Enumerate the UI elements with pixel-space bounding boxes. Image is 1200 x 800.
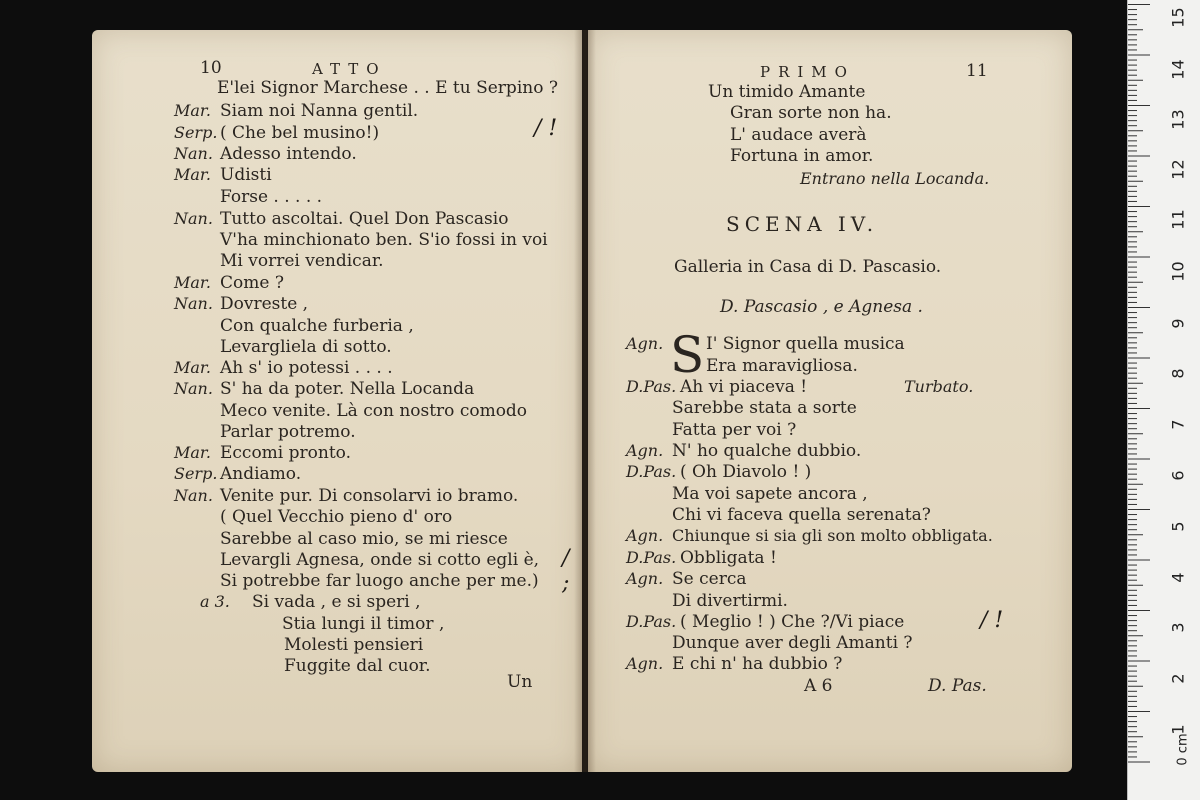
verse-line: Gran sorte non ha. xyxy=(730,103,892,123)
scene-setting: Galleria in Casa di D. Pascasio. xyxy=(674,257,942,277)
speaker-label: Mar. xyxy=(174,101,211,120)
aside-direction: Turbato. xyxy=(904,377,974,396)
ruler-number: 14 xyxy=(1168,59,1188,80)
verse-line: ( Meglio ! ) Che ?/Vi piace xyxy=(680,612,905,632)
speaker-label: D.Pas. xyxy=(626,548,677,567)
verse-line: Sarebbe stata a sorte xyxy=(672,398,857,418)
speaker-label: Mar. xyxy=(174,165,211,184)
verse-line: V'ha minchionato ben. S'io fossi in voi xyxy=(220,230,548,250)
speaker-label: Agn. xyxy=(626,334,664,353)
speaker-label: Serp. xyxy=(174,464,218,483)
verse-line: Se cerca xyxy=(672,569,747,589)
ruler-number: 7 xyxy=(1168,419,1188,430)
verse-line: Mi vorrei vendicar. xyxy=(220,251,384,271)
scene-title: SCENA IV. xyxy=(726,212,879,236)
verse-line: Siam noi Nanna gentil. xyxy=(220,101,419,121)
ruler-number: 1 xyxy=(1168,724,1188,735)
speaker-label: Agn. xyxy=(626,654,664,673)
verse-line: L' audace averà xyxy=(730,125,867,145)
speaker-label: Nan. xyxy=(174,294,213,313)
speaker-label: Nan. xyxy=(174,379,213,398)
verse-line: Un timido Amante xyxy=(708,82,866,102)
right-running-head: PRIMO xyxy=(760,63,855,81)
ruler-number: 11 xyxy=(1168,209,1188,230)
ruler-unit-zero: 0 xyxy=(1175,757,1191,766)
verse-line: Ah s' io potessi . . . . xyxy=(220,358,393,378)
verse-line: ( Oh Diavolo ! ) xyxy=(680,462,812,482)
speaker-label: Agn. xyxy=(626,526,664,545)
verse-line: Sarebbe al caso mio, se mi riesce xyxy=(220,529,508,549)
left-page-number: 10 xyxy=(200,58,222,78)
verse-line: Tutto ascoltai. Quel Don Pascasio xyxy=(220,209,509,229)
speaker-label: D.Pas. xyxy=(626,612,677,631)
right-page xyxy=(588,30,1072,772)
signature-mark: A 6 xyxy=(804,676,833,696)
speaker-label: Nan. xyxy=(174,209,213,228)
manuscript-mark: / ! xyxy=(534,116,558,141)
ruler-number: 9 xyxy=(1168,318,1188,329)
verse-line: Fortuna in amor. xyxy=(730,146,874,166)
verse-line: I' Signor quella musica xyxy=(706,334,905,354)
speaker-label: D.Pas. xyxy=(626,462,677,481)
ruler-number: 6 xyxy=(1168,470,1188,481)
verse-line: Con qualche furberia , xyxy=(220,316,414,336)
ruler-number: 3 xyxy=(1168,622,1188,633)
ruler-number: 2 xyxy=(1168,673,1188,684)
verse-line: S' ha da poter. Nella Locanda xyxy=(220,379,475,399)
speaker-label: Nan. xyxy=(174,486,213,505)
verse-line: Molesti pensieri xyxy=(284,635,424,655)
ruler-number: 10 xyxy=(1168,261,1188,282)
speaker-label: Serp. xyxy=(174,123,218,142)
verse-line: Fatta per voi ? xyxy=(672,420,797,440)
verse-line: Levargliela di sotto. xyxy=(220,337,392,357)
speaker-label: Agn. xyxy=(626,441,664,460)
manuscript-mark: / ! xyxy=(980,608,1004,633)
left-catchword: Un xyxy=(507,672,533,692)
verse-line: Levargli Agnesa, onde si cotto egli è, xyxy=(220,550,540,570)
speaker-label: Mar. xyxy=(174,273,211,292)
verse-line: E'lei Signor Marchese . . E tu Serpino ? xyxy=(217,78,558,98)
speaker-label: a 3. xyxy=(200,592,230,611)
speaker-label: Mar. xyxy=(174,443,211,462)
verse-line: ( Che bel musino!) xyxy=(220,123,380,143)
ruler-unit-label: cm xyxy=(1175,733,1191,754)
ruler-ticks xyxy=(1128,0,1200,800)
ruler-number: 15 xyxy=(1168,7,1188,28)
right-page-number: 11 xyxy=(966,61,988,81)
ruler-number: 4 xyxy=(1168,572,1188,583)
verse-line: Chiunque si sia gli son molto obbligata. xyxy=(672,526,993,545)
character-list: D. Pascasio , e Agnesa . xyxy=(720,297,923,317)
verse-line: Andiamo. xyxy=(220,464,302,484)
verse-line: Meco venite. Là con nostro comodo xyxy=(220,401,528,421)
manuscript-mark: / ; xyxy=(562,546,570,596)
verse-line: Si potrebbe far luogo anche per me.) xyxy=(220,571,539,591)
verse-line: Parlar potremo. xyxy=(220,422,356,442)
left-running-head: ATTO xyxy=(312,60,387,78)
drop-cap: S xyxy=(670,326,705,384)
verse-line: Obbligata ! xyxy=(680,548,777,568)
verse-line: Ah vi piaceva ! xyxy=(680,377,808,397)
verse-line: Di divertirmi. xyxy=(672,591,788,611)
speaker-label: Agn. xyxy=(626,569,664,588)
verse-line: Stia lungi il timor , xyxy=(282,614,445,634)
speaker-label: Mar. xyxy=(174,358,211,377)
verse-line: Forse . . . . . xyxy=(220,187,323,207)
ruler-number: 12 xyxy=(1168,159,1188,180)
speaker-label: Nan. xyxy=(174,144,213,163)
ruler-number: 8 xyxy=(1168,368,1188,379)
verse-line: Era maravigliosa. xyxy=(706,356,858,376)
verse-line: Udisti xyxy=(220,165,272,185)
stage-direction: Entrano nella Locanda. xyxy=(800,169,990,188)
verse-line: ( Quel Vecchio pieno d' oro xyxy=(220,507,453,527)
verse-line: Dovreste , xyxy=(220,294,309,314)
verse-line: Chi vi faceva quella serenata? xyxy=(672,505,931,525)
verse-line: Dunque aver degli Amanti ? xyxy=(672,633,913,653)
measurement-ruler xyxy=(1127,0,1200,800)
verse-line: Si vada , e si speri , xyxy=(252,592,421,612)
ruler-number: 13 xyxy=(1168,109,1188,130)
verse-line: Eccomi pronto. xyxy=(220,443,352,463)
book-gutter xyxy=(574,30,596,772)
left-page xyxy=(92,30,582,772)
ruler-unit xyxy=(1176,732,1191,768)
right-catchword: D. Pas. xyxy=(928,676,987,696)
verse-line: Ma voi sapete ancora , xyxy=(672,484,868,504)
verse-line: N' ho qualche dubbio. xyxy=(672,441,862,461)
verse-line: E chi n' ha dubbio ? xyxy=(672,654,843,674)
verse-line: Come ? xyxy=(220,273,284,293)
verse-line: Fuggite dal cuor. xyxy=(284,656,431,676)
verse-line: Adesso intendo. xyxy=(220,144,357,164)
ruler-number: 5 xyxy=(1168,521,1188,532)
speaker-label: D.Pas. xyxy=(626,377,677,396)
verse-line: Venite pur. Di consolarvi io bramo. xyxy=(220,486,519,506)
